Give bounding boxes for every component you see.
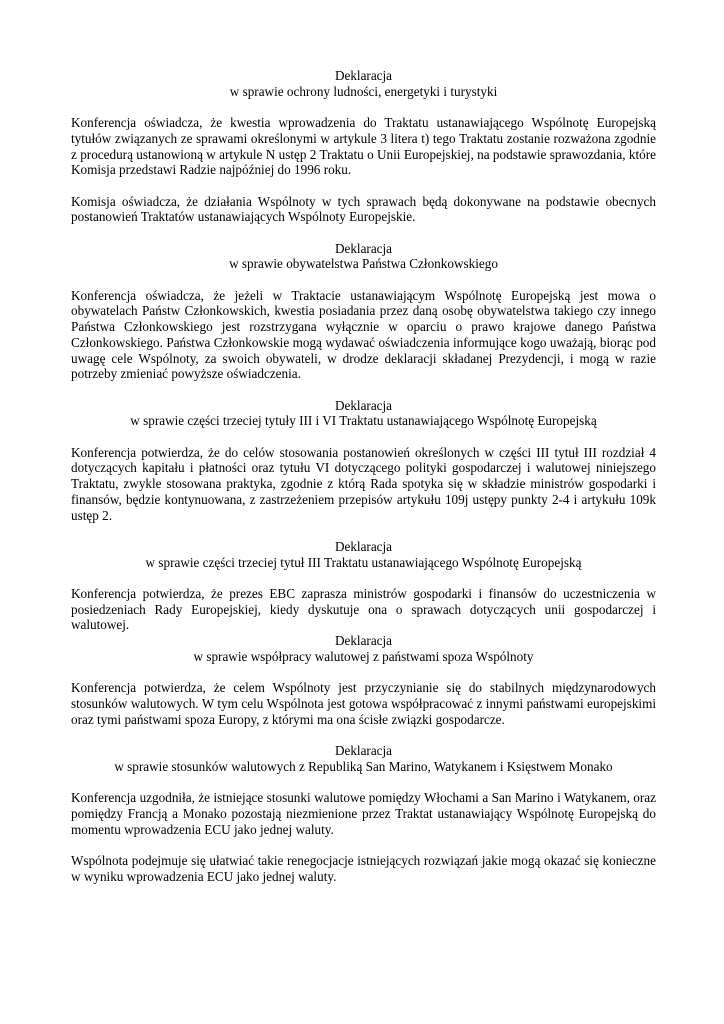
document-page [71, 68, 656, 884]
declaration-section [71, 743, 656, 884]
declaration-heading [71, 68, 656, 99]
declaration-title: Deklaracja [334, 743, 393, 759]
declaration-heading [71, 398, 656, 429]
declaration-subject: w sprawie współpracy walutowej z państwami spoza Wspólnoty [193, 648, 534, 664]
declaration-section [71, 633, 656, 727]
declaration-section [71, 398, 656, 524]
declaration-heading [71, 743, 656, 774]
declaration-subject: w sprawie części trzeciej tytuł III Traktatu ustanawiającego Wspólnotę Europejską [145, 554, 582, 570]
declaration-paragraph: Konferencja oświadcza, że jeżeli w Traktacie ustanawiającym Wspólnotę Europejską jest mowa o obywatelach Państw Członkowskich, kwestia posiadania przez daną osobę obywatelstwa takiego czy innego Państwa Członkowskiego jest rozstrzygana wyłącznie w oparciu o prawo krajowe danego Państwa Członkowskiego. Państwa Członkowskie mogą wydawać oświadczenia informujące kogo uważają, biorąc pod uwagę cele Wspólnoty, za swoich obywateli, w drodze deklaracji składanej Prezydencji, i mogą w razie potrzeby zmieniać powyższe oświadczenia. [71, 287, 656, 382]
declaration-heading [71, 241, 656, 272]
declaration-title: Deklaracja [334, 397, 393, 413]
declaration-title: Deklaracja [334, 633, 393, 649]
declaration-paragraph: Konferencja uzgodniła, że istniejące stosunki walutowe pomiędzy Włochami a San Marino i Watykanem, oraz pomiędzy Francją a Monako pozostają niezmienione przez Traktat ustanawiający Wspólnotę Europejską do momentu wprowadzenia ECU jako jednej waluty. [71, 790, 656, 837]
declaration-paragraph: Konferencja potwierdza, że prezes EBC zaprasza ministrów gospodarki i finansów do uczestniczenia w posiedzeniach Rady Europejskiej, kiedy dyskutuje ona o sprawach dotyczących unii gospodarczej i walutowej. [71, 586, 656, 633]
declaration-paragraph: Konferencja potwierdza, że celem Wspólnoty jest przyczynianie się do stabilnych międzynarodowych stosunków walutowych. W tym celu Wspólnota jest gotowa współpracować z innymi państwami europejskimi oraz tymi państwami spoza Europy, z którymi ma ona ścisłe związki gospodarcze. [71, 680, 656, 727]
declaration-heading [71, 633, 656, 664]
declaration-subject: w sprawie części trzeciej tytuły III i VI Traktatu ustanawiającego Wspólnotę Europejską [130, 413, 597, 429]
declaration-title: Deklaracja [334, 68, 393, 83]
declaration-subject: w sprawie stosunków walutowych z Republiką San Marino, Watykanem i Księstwem Monako [114, 758, 613, 774]
declaration-subject: w sprawie ochrony ludności, energetyki i turystyki [229, 83, 498, 99]
declaration-section [71, 68, 656, 225]
declaration-section [71, 539, 656, 633]
declaration-heading [71, 539, 656, 570]
declaration-paragraph: Konferencja potwierdza, że do celów stosowania postanowień określonych w części III tytuł III rozdział 4 dotyczących kapitału i płatności oraz tytułu VI dotyczącego polityki gospodarczej i walutowej niniejszego Traktatu, zwykle stosowana praktyka, zgodnie z którą Rada spotyka się w składzie ministrów gospodarki i finansów, będzie kontynuowana, z zastrzeżeniem przepisów artykułu 109j ustępy punkty 2-4 i artykułu 109k ustęp 2. [71, 444, 656, 523]
declaration-title: Deklaracja [334, 240, 393, 256]
declaration-title: Deklaracja [334, 538, 393, 554]
declaration-paragraph: Wspólnota podejmuje się ułatwiać takie renegocjacje istniejących rozwiązań jakie mogą okazać się konieczne w wyniku wprowadzenia ECU jako jednej waluty. [71, 852, 656, 884]
declaration-paragraph: Konferencja oświadcza, że kwestia wprowadzenia do Traktatu ustanawiającego Wspólnotę Europejską tytułów związanych ze sprawami określonymi w artykule 3 litera t) tego Traktatu zostanie rozważona zgodnie z procedurą ustanowioną w artykule N ustęp 2 Traktatu o Unii Europejskiej, na podstawie sprawozdania, które Komisja przedstawi Radzie najpóźniej do 1996 roku. [71, 115, 656, 178]
declaration-paragraph: Komisja oświadcza, że działania Wspólnoty w tych sprawach będą dokonywane na podstawie obecnych postanowień Traktatów ustanawiających Wspólnoty Europejskie. [71, 193, 656, 225]
declaration-section [71, 241, 656, 382]
declaration-subject: w sprawie obywatelstwa Państwa Członkowskiego [229, 256, 498, 272]
